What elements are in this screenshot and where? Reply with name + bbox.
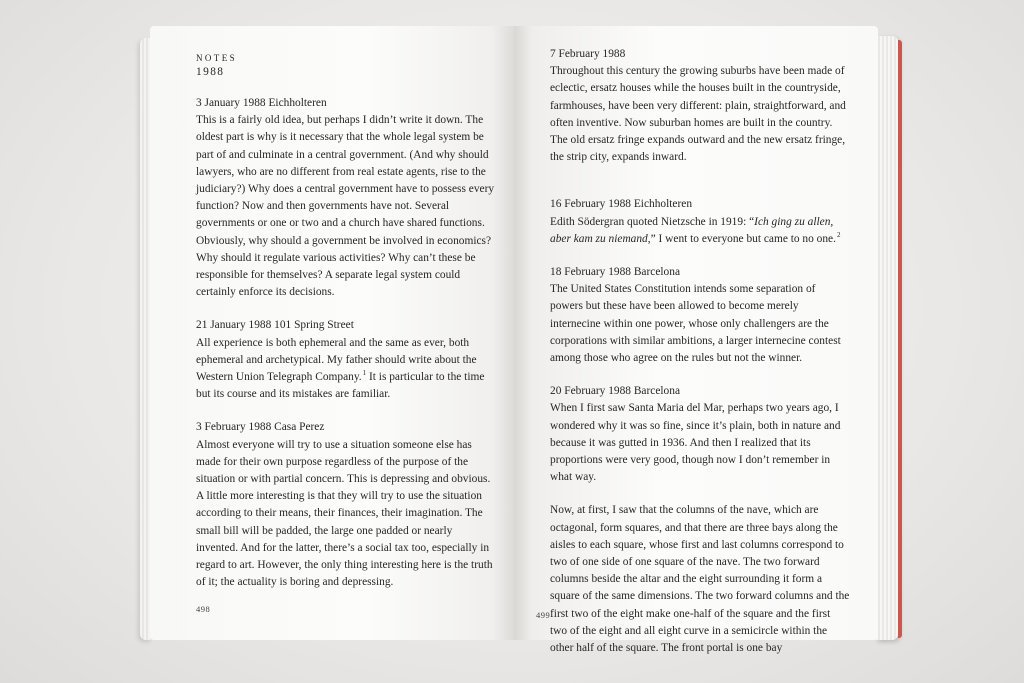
entry-body [196,335,496,404]
entry-heading: 20 February 1988 Barcelona [550,385,681,398]
entry-text: ,” I went to everyone but came to no one. [647,232,836,245]
left-page [150,26,514,640]
entry-heading: 16 February 1988 Eichholteren [550,198,693,211]
entry-heading: 3 February 1988 Casa Perez [196,421,325,434]
left-page-text [196,52,496,607]
entry [550,383,850,657]
running-head: NOTES [196,53,237,63]
right-page [514,26,878,655]
colored-page-edge [898,40,902,638]
year-heading: 1988 [196,66,225,78]
footnote-marker[interactable]: 2 [836,231,841,240]
entry-body: Throughout this century the growing suburbs have been made of eclectic, ersatz houses while the houses built in the countryside, farmhouses, have been very different: plain, straightforward, and often inventive. Now suburban homes are built in the country. The old ersatz fringe expands outward and the new ersatz fringe, the strip city, expands inward. [550,65,846,164]
entry [550,264,850,367]
quotation: Ich ging zu allen, aber kam zu niemand [550,215,834,245]
entry [196,95,496,301]
page-number: 499 [536,610,551,620]
entry-body [550,214,850,248]
entry-body-continued: Now, at first, I saw that the columns of the nave, which are octagonal, form squares, and that there are three bays along the aisles to each square, whose first and last columns correspond to two of one side of one square of the nave. The two forward columns beside the altar and the eight surrounding it form a square of the same dimensions. The two forward columns and the first two of the eight make one-half of the square and the first two of the eight and all eight curve in a semicircle within the other half of the square. The front portal is one bay [550,504,850,655]
entry [196,419,496,591]
entry-heading: 3 January 1988 Eichholteren [196,97,327,109]
entry-body: When I first saw Santa Maria del Mar, perhaps two years ago, I wondered why it was so fine, since it’s plain, both in nature and because it was gutted in 1936. And then I realized that its proportions were very good, though now I don’t remember in what way. [550,402,841,484]
entry [196,317,496,403]
entry-heading: 21 January 1988 101 Spring Street [196,319,354,332]
entry-text: Edith Södergran quoted Nietzsche in 1919: “ [550,215,755,228]
footnote-marker[interactable]: 1 [362,369,367,378]
right-page-edges [876,36,898,640]
entry-text: It is particular to the time but its course and its mistakes are familiar. [196,371,485,401]
page-number: 498 [196,604,211,614]
entry-heading: 7 February 1988 [550,48,626,60]
entry [550,46,850,166]
entry-body: This is a fairly old idea, but perhaps I didn’t write it down. The oldest part is why is it necessary that the whole legal system be part of and culminate in a central government. (And why should lawyers, who are no different from real estate agents, rise to the judiciary?) Why does a central government have to possess every function? Now and then governments have not. Several governments or one or two and a church have shared functions. Obviously, why should a government be involved in economics? Why should it regulate various activities? Why can’t these be responsible for themselves? A separate legal system could certainly enforce its decisions. [196,114,495,299]
right-page-text [550,46,850,673]
entry-body: The United States Constitution intends some separation of powers but these have been allowed to become merely internecine within one power, whose only challengers are the corporations with similar ambitions, a larger internecine contest among those who agree on the rules but not the winner. [550,283,841,365]
entry-heading: 18 February 1988 Barcelona [550,266,681,279]
entry-body: Almost everyone will try to use a situation someone else has made for their own purpose regardless of the purpose of the situation or with partial concern. This is depressing and obvious. A little more interesting is that they will try to use the situation according to their means, their finances, their imagination. The small bill will be padded, the large one padded or nearly invented. And for the latter, there’s a social tax too, especially in regard to art. However, the only thing interesting here is the truth of it; the actuality is boring and depressing. [196,438,493,589]
entry-text: All experience is both ephemeral and the same as ever, both ephemeral and archetypical. My father should write about the Western Union Telegraph Company. [196,336,477,384]
paragraph-gap [550,486,850,502]
entry [550,196,850,248]
